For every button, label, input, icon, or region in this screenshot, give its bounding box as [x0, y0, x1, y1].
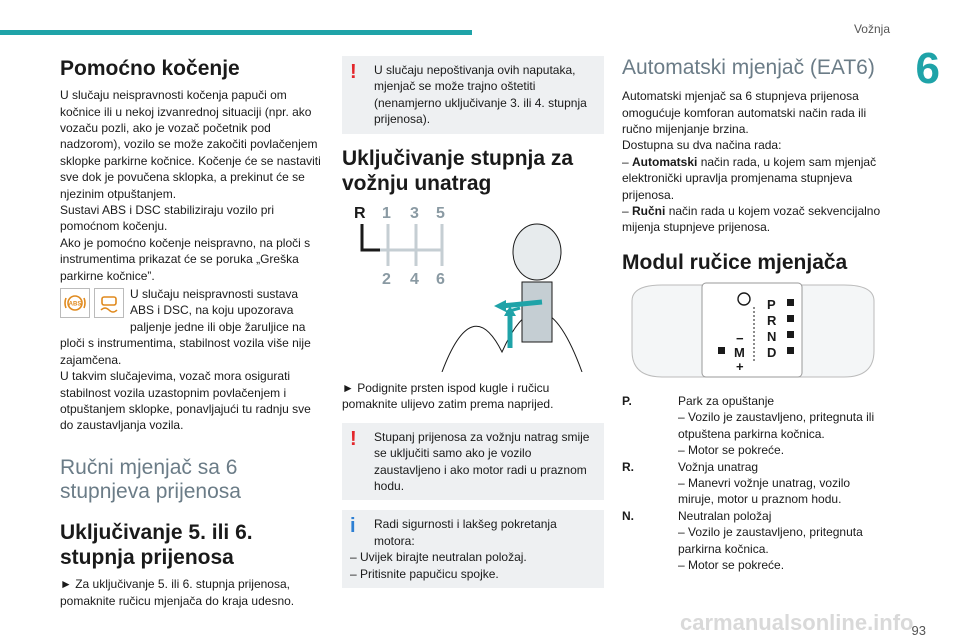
svg-text:ABS: ABS — [68, 301, 82, 308]
list-item-p — [622, 393, 884, 459]
warning-icon: ! — [350, 427, 357, 450]
mode-bold: Automatski — [632, 154, 698, 169]
info-item: – Uvijek birajte neutralan položaj. — [350, 550, 527, 565]
selector-p: P — [767, 296, 776, 312]
selector-minus: − — [736, 330, 744, 346]
paragraph: Dostupna su dva načina rada: — [622, 138, 782, 153]
dsc-warning-icon — [94, 288, 124, 318]
warning-note — [342, 423, 604, 501]
gear-label-6: 6 — [436, 271, 445, 288]
warning-text: Stupanj prijenosa za vožnju natrag smije se uključiti samo ako je vozilo zaustavljeno i ako motor radi u praznom hodu. — [374, 429, 590, 494]
list-subitem: – Motor se pokreće. — [678, 558, 785, 573]
heading-selector-module: Modul ručice mjenjača — [622, 250, 848, 274]
selector-r: R — [767, 312, 777, 328]
paragraph: ► Podignite prsten ispod kugle i ručicu pomaknite ulijevo zatim prema naprijed. — [342, 381, 554, 412]
mode-item: – Automatski način rada, u kojem sam mjenjač elektronički upravlja promjenama stupnjeva prijenosa. — [622, 154, 877, 202]
list-subitem: – Manevri vožnje unatrag, vozilo miruje, motor u praznom hodu. — [678, 476, 851, 507]
section-title: Vožnja — [853, 22, 890, 36]
page-number: 93 — [911, 623, 926, 638]
mode-text: način rada, u kojem sam mjenjač elektronički upravlja promjenama stupnjeva prijenosa. — [622, 154, 877, 202]
list-key: R. — [622, 459, 634, 474]
paragraph: U takvim slučajevima, vozač mora osigurati stabilnost vozila uzastopnim povlačenjem i otpuštanjem sklopke, ponavljajući tu radnju sve do zaustavljanja vozila. — [60, 369, 311, 433]
heading-auxiliary-braking: Pomoćno kočenje — [60, 57, 240, 80]
top-accent-bar — [0, 30, 472, 35]
list-item-n — [622, 508, 884, 574]
mode-text: način rada u kojem vozač sekvencijalno mijenja stupnjeve prijenosa. — [622, 203, 881, 235]
heading-reverse-gear: Uključivanje stupnja za vožnju unatrag — [342, 146, 574, 195]
mode-item: – Ručni način rada u kojem vozač sekvencijalno mijenja stupnjeve prijenosa. — [622, 203, 881, 235]
selector-m: M — [734, 344, 745, 360]
paragraph: U slučaju neispravnosti kočenja papuči om kočnice ili u nekoj izvanrednoj situaciji (npr. ako vozaču pozli, ako je vozač početnik pod nadzorom), vozilo se može zakočiti povlačenjem sklopke parkirne kočnice. Kočenje će se nastaviti sve dok je povučena sklopka, a prekinut će se njezinim otpuštanjem. — [60, 88, 321, 201]
column-2 — [342, 56, 604, 598]
warning-icon: ! — [350, 61, 357, 83]
position-list — [622, 393, 884, 573]
info-note — [342, 510, 604, 588]
gear-label-4: 4 — [410, 271, 419, 288]
abs-warning-icon — [60, 288, 90, 318]
list-label: Park za opuštanje — [678, 393, 775, 408]
gear-label-1: 1 — [382, 205, 391, 222]
heading-engage-5-6: Uključivanje 5. ili 6. stupnja prijenosa — [60, 521, 253, 570]
selector-illustration — [622, 281, 884, 381]
selector-d: D — [767, 344, 777, 360]
list-subitem: – Vozilo je zaustavljeno, pritegnuta ili otpuštena parkirna kočnica. — [678, 410, 875, 441]
info-item: – Pritisnite papučicu spojke. — [350, 566, 499, 581]
column-3 — [622, 56, 884, 573]
paragraph: Automatski mjenjač sa 6 stupnjeva prijenosa omogućuje komforan automatski način rada ili ručno mijenjanje brzina. — [622, 89, 867, 136]
paragraph: Sustavi ABS i DSC stabiliziraju vozilo pri pomoćnom kočenju. — [60, 203, 275, 234]
paragraph-with-icons: U slučaju neispravnosti sustava ABS i DSC, na koju upozorava paljenje jedne ili obje žaruljice na ploči s instrumentima, stabilnost vozila više nije zajamčena. — [60, 287, 311, 367]
list-label: Vožnja unatrag — [678, 459, 759, 474]
info-text: Radi sigurnosti i lakšeg pokretanja motora: — [374, 517, 557, 548]
chapter-number: 6 — [915, 44, 940, 93]
gear-label-2: 2 — [382, 271, 391, 288]
paragraph: Ako je pomoćno kočenje neispravno, na ploči s instrumentima prikazat će se poruka „Greška parkirne kočnice”. — [60, 235, 311, 283]
paragraph: ► Za uključivanje 5. ili 6. stupnja prijenosa, pomaknite ručicu mjenjača do kraja udesno. — [60, 577, 295, 608]
warning-note — [342, 56, 604, 134]
list-subitem: – Motor se pokreće. — [678, 443, 785, 458]
column-1 — [60, 56, 322, 609]
heading-automatic-gearbox: Automatski mjenjač (EAT6) — [622, 56, 875, 79]
gearshift-illustration — [342, 202, 604, 372]
list-item-r — [622, 459, 884, 508]
list-key: N. — [622, 508, 634, 523]
info-icon: i — [350, 515, 356, 538]
watermark: carmanualsonline.info — [680, 610, 914, 635]
list-key: P. — [622, 393, 632, 408]
gear-label-5: 5 — [436, 205, 445, 222]
gear-label-3: 3 — [410, 205, 419, 222]
selector-n: N — [767, 328, 777, 344]
warning-text: U slučaju nepoštivanja ovih naputaka, mjenjač se može trajno oštetiti (nenamjerno uključivanje 3. ili 4. stupnja prijenosa). — [374, 63, 587, 127]
list-label: Neutralan položaj — [678, 508, 772, 523]
list-subitem: – Vozilo je zaustavljeno, pritegnuta parkirna kočnica. — [678, 525, 863, 556]
gear-label-r: R — [354, 205, 366, 222]
warning-icons — [60, 288, 124, 318]
selector-plus: + — [736, 358, 744, 374]
heading-manual-gearbox: Ručni mjenjač sa 6 stupnjeva prijenosa — [60, 455, 241, 503]
mode-bold: Ručni — [632, 203, 666, 218]
